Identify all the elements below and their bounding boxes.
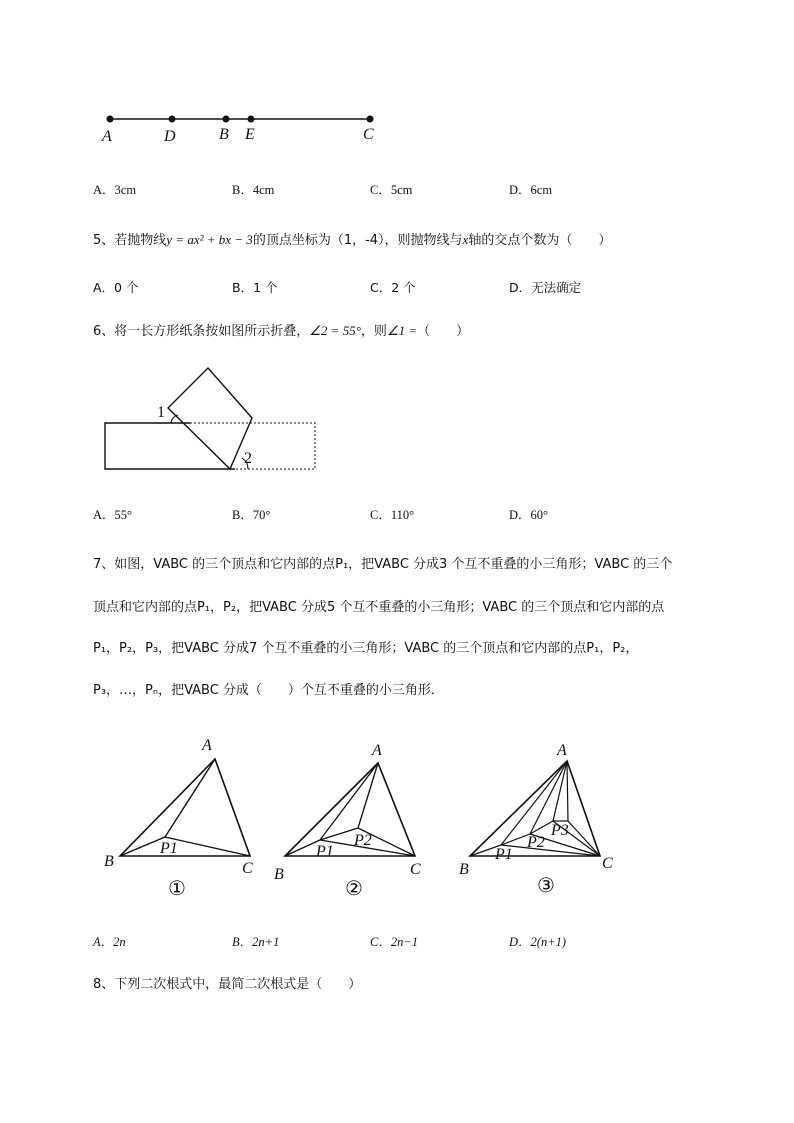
q4-option-d[interactable]: D．6cm	[509, 183, 553, 197]
q5-option-b[interactable]: B．1 个	[232, 280, 278, 295]
q5-option-d[interactable]: D．无法确定	[509, 280, 582, 295]
point-label-d: D	[164, 128, 176, 145]
segment-figure	[95, 105, 395, 150]
q4-option-a[interactable]: A．3cm	[93, 183, 137, 197]
q6-option-c[interactable]: C．110°	[370, 508, 415, 522]
point-label-c: C	[363, 126, 374, 143]
q7-line-1: 7、如图，VABC 的三个顶点和它内部的点P₁，把VABC 分成3 个互不重叠的小三角形；VABC 的三个	[93, 557, 673, 572]
q6-option-d[interactable]: D．60°	[509, 508, 549, 522]
q6-middle: ，则	[360, 324, 387, 339]
q7-line-2: 顶点和它内部的点P₁，P₂，把VABC 分成5 个互不重叠的小三角形；VABC 的三个顶点和它内部的点	[93, 600, 665, 615]
q7-option-a[interactable]	[93, 932, 126, 950]
fig3-caption: ③	[537, 875, 555, 897]
q7-option-c[interactable]	[370, 932, 418, 950]
fig3-point-p2: P2	[527, 834, 545, 851]
q5-option-a[interactable]: A．0 个	[93, 280, 139, 295]
angle-label-1: 1	[157, 404, 165, 421]
triangle-figure-2	[270, 735, 440, 902]
angle-label-2: 2	[244, 450, 252, 467]
fig3-vertex-a: A	[557, 742, 567, 759]
q5-question	[93, 229, 611, 248]
q6-suffix: （ ）	[417, 324, 470, 339]
fig1-point-p1: P1	[160, 840, 178, 857]
q5-middle: 的顶点坐标为（1，-4），则抛物线与	[252, 233, 463, 248]
fig1-vertex-c: C	[242, 860, 253, 877]
q7-option-b-text: B．2n+1	[232, 935, 280, 949]
q6-option-a[interactable]: A．55°	[93, 508, 133, 522]
q7-option-d[interactable]	[509, 932, 566, 950]
q8-question: 8、下列二次根式中，最简二次根式是（ ）	[93, 977, 362, 992]
q5-prefix: 5、若抛物线	[93, 233, 167, 248]
q4-option-c[interactable]: C．5cm	[370, 183, 413, 197]
q7-option-b[interactable]	[232, 932, 279, 950]
q6-question	[93, 320, 469, 339]
fig3-vertex-c: C	[602, 855, 613, 872]
q6-angle2: ∠2 = 55°	[309, 323, 361, 338]
q6-option-b[interactable]: B．70°	[232, 508, 271, 522]
q5-option-c[interactable]: C．2 个	[370, 280, 416, 295]
fig1-caption: ①	[168, 878, 186, 900]
triangle-figure-3	[455, 735, 630, 902]
fig1-vertex-a: A	[202, 737, 212, 754]
q5-formula: y = ax² + bx − 3	[166, 232, 253, 247]
q7-option-c-text: C．2n−1	[370, 935, 419, 949]
fig2-point-p2: P2	[354, 832, 372, 849]
q5-axis-var: x	[462, 232, 469, 247]
triangle-figure-1	[100, 730, 270, 902]
fig2-vertex-a: A	[372, 742, 382, 759]
q7-line-3: P₁，P₂，P₃，把VABC 分成7 个互不重叠的小三角形；VABC 的三个顶点和它内部的点P₁，P₂，	[93, 641, 639, 656]
fig3-point-p3: P3	[551, 822, 569, 839]
fig2-caption: ②	[345, 878, 363, 900]
q5-suffix: 轴的交点个数为（ ）	[468, 233, 612, 248]
fig2-vertex-c: C	[410, 861, 421, 878]
fig1-vertex-b: B	[104, 853, 114, 870]
fig2-vertex-b: B	[274, 866, 284, 883]
q7-option-d-text: D．2(n+1)	[509, 935, 567, 949]
q7-option-a-text: A．2n	[93, 935, 126, 949]
point-label-e: E	[245, 126, 255, 143]
fig3-vertex-b: B	[459, 861, 469, 878]
q6-angle1: ∠1 =	[386, 323, 418, 338]
fig2-point-p1: P1	[316, 843, 334, 860]
fig3-point-p1: P1	[495, 846, 513, 863]
q7-line-4: P₃，…，Pₙ，把VABC 分成（ ）个互不重叠的小三角形．	[93, 683, 444, 698]
point-label-b: B	[219, 126, 229, 143]
point-label-a: A	[102, 128, 112, 145]
q4-option-b[interactable]: B．4cm	[232, 183, 275, 197]
q6-prefix: 6、将一长方形纸条按如图所示折叠，	[93, 324, 310, 339]
folded-strip-figure	[100, 362, 325, 474]
